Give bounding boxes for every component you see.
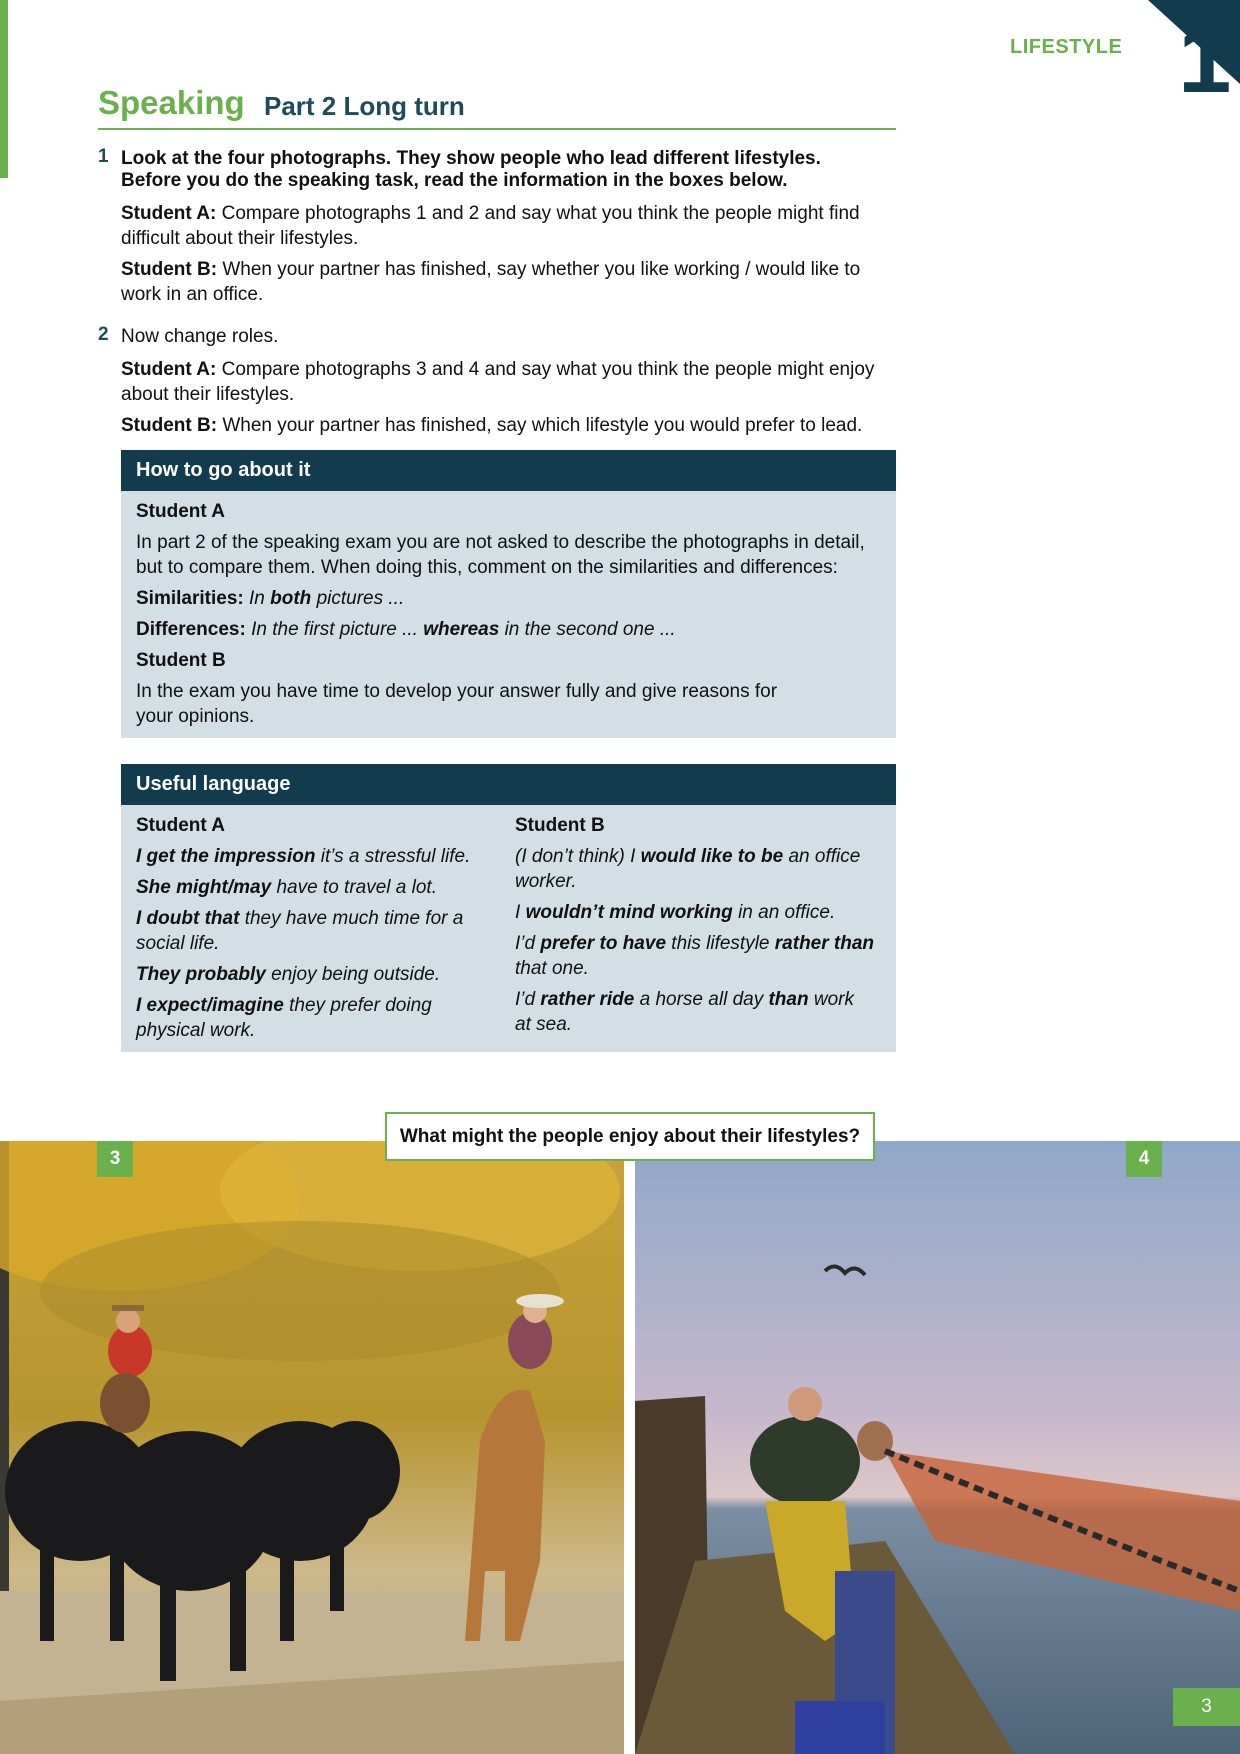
similarities-bold: both	[270, 588, 312, 609]
useful-a-item-3	[136, 906, 496, 956]
task-2-intro: Now change roles.	[121, 326, 279, 347]
b4-mid: a horse all day	[639, 989, 764, 1010]
a5-bold: I expect/imagine	[136, 995, 284, 1016]
similarities-post: pictures ...	[316, 588, 405, 609]
how-to-student-b-heading: Student B	[136, 650, 226, 671]
task-2-student-b	[121, 413, 911, 438]
how-to-student-a-heading: Student A	[136, 501, 226, 522]
b4-bold: rather ride	[540, 989, 635, 1010]
useful-student-a-heading: Student A	[136, 815, 226, 836]
how-to-similarities	[136, 586, 404, 611]
useful-a-item-5	[136, 993, 496, 1043]
how-to-student-b-text: In the exam you have time to develop your answer fully and give reasons for your opinions.	[136, 681, 778, 727]
differences-bold: whereas	[423, 619, 500, 640]
b2-pre: I	[515, 902, 521, 923]
similarities-pre: In	[249, 588, 265, 609]
b3-bold: prefer to have	[540, 933, 667, 954]
task-2-student-a-label: Student A:	[121, 359, 217, 380]
left-accent-bar	[0, 0, 8, 178]
task-2-student-a-text: Compare photographs 3 and 4 and say what you think the people might enjoy about their lifestyles.	[121, 359, 875, 405]
useful-b-item-3	[515, 931, 875, 981]
task-2-student-a	[121, 357, 896, 407]
useful-b-item-1	[515, 844, 875, 894]
task-2-student-b-label: Student B:	[121, 415, 218, 436]
task-1-number: 1	[98, 146, 109, 167]
b4-bold2: than	[768, 989, 809, 1010]
useful-a-item-2	[136, 875, 496, 900]
photo-3-cattle-drive	[0, 1141, 624, 1754]
unit-number: 1	[1178, 6, 1232, 96]
a3-rest: they have much time for a social life.	[136, 908, 464, 954]
b3-mid: this lifestyle	[671, 933, 770, 954]
task-1-student-b-label: Student B:	[121, 259, 218, 280]
similarities-label: Similarities:	[136, 588, 244, 609]
section-title: Speaking	[98, 84, 245, 121]
useful-language-box	[121, 805, 896, 1052]
task-1-student-b-text: When your partner has finished, say whether you like working / would like to work in an office.	[121, 259, 861, 305]
photo-4-fisherman	[635, 1141, 1240, 1754]
how-to-box	[121, 491, 896, 738]
differences-label: Differences:	[136, 619, 246, 640]
useful-a-item-4	[136, 962, 496, 987]
how-to-student-a-text: In part 2 of the speaking exam you are not asked to describe the photographs in detail, but to compare them. When doing this, comment on the similarities and differences:	[136, 532, 865, 578]
a1-rest: it’s a stressful life.	[320, 846, 471, 867]
photo-question-caption: What might the people enjoy about their lifestyles?	[385, 1112, 875, 1161]
unit-corner-badge	[1148, 0, 1240, 96]
task-1-intro-line-2: Before you do the speaking task, read the information in the boxes below.	[121, 170, 788, 191]
b3-bold2: rather than	[774, 933, 875, 954]
task-1-intro-line-1: Look at the four photographs. They show people who lead different lifestyles.	[121, 148, 821, 169]
task-1-student-b	[121, 257, 896, 307]
b1-bold: would like to be	[640, 846, 784, 867]
a4-bold: They probably	[136, 964, 266, 985]
b3-pre: I’d	[515, 933, 536, 954]
how-to-differences	[136, 617, 676, 642]
useful-student-b-heading: Student B	[515, 815, 605, 836]
differences-post: in the second one ...	[504, 619, 676, 640]
unit-label: LIFESTYLE	[1010, 36, 1123, 58]
a1-bold: I get the impression	[136, 846, 316, 867]
b1-pre: (I don’t think) I	[515, 846, 636, 867]
useful-b-item-4	[515, 987, 875, 1037]
a4-rest: enjoy being outside.	[271, 964, 441, 985]
useful-language-title: Useful language	[121, 764, 896, 805]
useful-a-item-1	[136, 844, 496, 869]
b3-rest: that one.	[515, 958, 589, 979]
task-2-student-b-text: When your partner has finished, say which lifestyle you would prefer to lead.	[222, 415, 863, 436]
task-1-student-a-text: Compare photographs 1 and 2 and say what you think the people might find difficult about their lifestyles.	[121, 203, 860, 249]
a5-rest: they prefer doing physical work.	[136, 995, 432, 1041]
a2-bold: She might/may	[136, 877, 272, 898]
b4-rest: work at sea.	[515, 989, 854, 1035]
useful-b-item-2	[515, 900, 875, 925]
page-number: 3	[1173, 1688, 1240, 1726]
differences-pre: In the first picture ...	[251, 619, 418, 640]
task-1-student-a	[121, 201, 896, 251]
b4-pre: I’d	[515, 989, 536, 1010]
section-subtitle: Part 2 Long turn	[264, 91, 465, 121]
task-1-student-a-label: Student A:	[121, 203, 217, 224]
a3-bold: I doubt that	[136, 908, 240, 929]
section-header	[98, 82, 896, 130]
b2-bold: wouldn’t mind working	[525, 902, 733, 923]
how-to-box-title: How to go about it	[121, 450, 896, 491]
task-2-number: 2	[98, 324, 109, 345]
photo-3-label: 3	[97, 1141, 133, 1177]
photo-4-label: 4	[1126, 1141, 1162, 1177]
a2-rest: have to travel a lot.	[276, 877, 437, 898]
b1-rest: an office worker.	[515, 846, 861, 892]
b2-rest: in an office.	[738, 902, 836, 923]
